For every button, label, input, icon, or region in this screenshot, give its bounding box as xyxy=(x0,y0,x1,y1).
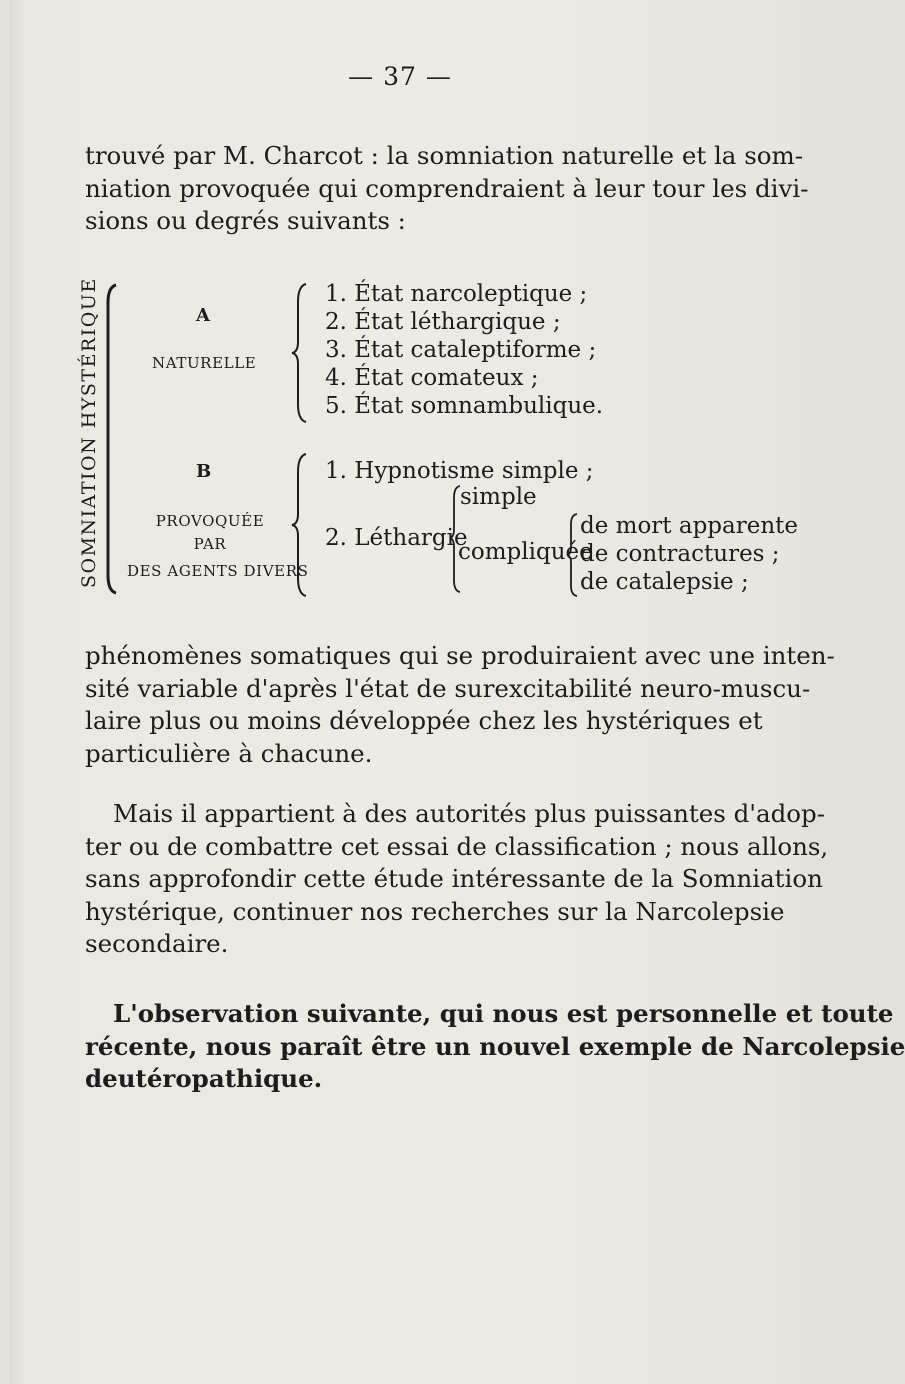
text-line: laire plus ou moins développée chez les hystériques et xyxy=(85,706,763,735)
body-paragraph xyxy=(85,640,835,770)
text-line: récente, nous paraît être un nouvel exemple de Narcolepsie xyxy=(85,1031,905,1061)
text-line: trouvé par M. Charcot : la somniation naturelle et la som- xyxy=(85,141,804,170)
text-line: sans approfondir cette étude intéressante de la Somniation xyxy=(85,864,823,893)
text-line: sité variable d'après l'état de surexcitabilité neuro-muscu- xyxy=(85,673,811,703)
list-item: 4. État comateux ; xyxy=(325,365,539,391)
list-item: 5. État somnambulique. xyxy=(325,393,604,419)
list-item: 2. État léthargique ; xyxy=(325,309,561,335)
text-line: particulière à chacune. xyxy=(85,738,373,768)
list-item: 2. Léthargie xyxy=(325,525,468,551)
variant-compliquee: compliquée xyxy=(458,539,593,565)
text-line: secondaire. xyxy=(85,929,229,958)
group-a-label: NATURELLE xyxy=(152,354,257,372)
page-number: — 37 — xyxy=(348,62,452,91)
variant-simple: simple xyxy=(460,484,537,510)
text-line: hystérique, continuer nos recherches sur la Narcolepsie xyxy=(85,896,785,926)
intro-paragraph xyxy=(85,140,809,238)
sub-variant: de catalepsie ; xyxy=(580,569,749,595)
vertical-label: SOMNIATION HYSTÉRIQUE xyxy=(78,277,100,588)
text-line: Mais il appartient à des autorités plus puissantes d'adop- xyxy=(113,799,826,828)
group-b-brace xyxy=(288,452,310,598)
sub-variant: de contractures ; xyxy=(580,541,780,567)
group-b-letter: B xyxy=(196,461,212,482)
group-a-brace xyxy=(288,282,310,424)
main-brace xyxy=(104,283,118,595)
group-b-label-line: PAR xyxy=(193,535,227,553)
text-line: ter ou de combattre cet essai de classification ; nous allons, xyxy=(85,831,829,861)
text-line: niation provoquée qui comprendraient à leur tour les divi- xyxy=(85,173,809,203)
list-item: 1. État narcoleptique ; xyxy=(325,281,588,307)
text-line: sions ou degrés suivants : xyxy=(85,206,406,235)
body-paragraph xyxy=(85,998,905,1096)
list-item: 1. Hypnotisme simple ; xyxy=(325,458,594,484)
group-b-label-line: PROVOQUÉE xyxy=(155,512,265,530)
sub-variant: de mort apparente xyxy=(580,513,798,539)
text-line: phénomènes somatiques qui se produiraient avec une inten- xyxy=(85,641,835,670)
text-line: deutéropathique. xyxy=(85,1064,323,1093)
text-line: L'observation suivante, qui nous est personnelle et toute xyxy=(113,999,894,1028)
compliquee-brace xyxy=(565,512,579,598)
group-a-letter: A xyxy=(196,305,210,326)
list-item: 3. État cataleptiforme ; xyxy=(325,337,597,363)
body-paragraph xyxy=(85,798,829,961)
group-b-label-line: DES AGENTS DIVERS xyxy=(127,562,309,580)
